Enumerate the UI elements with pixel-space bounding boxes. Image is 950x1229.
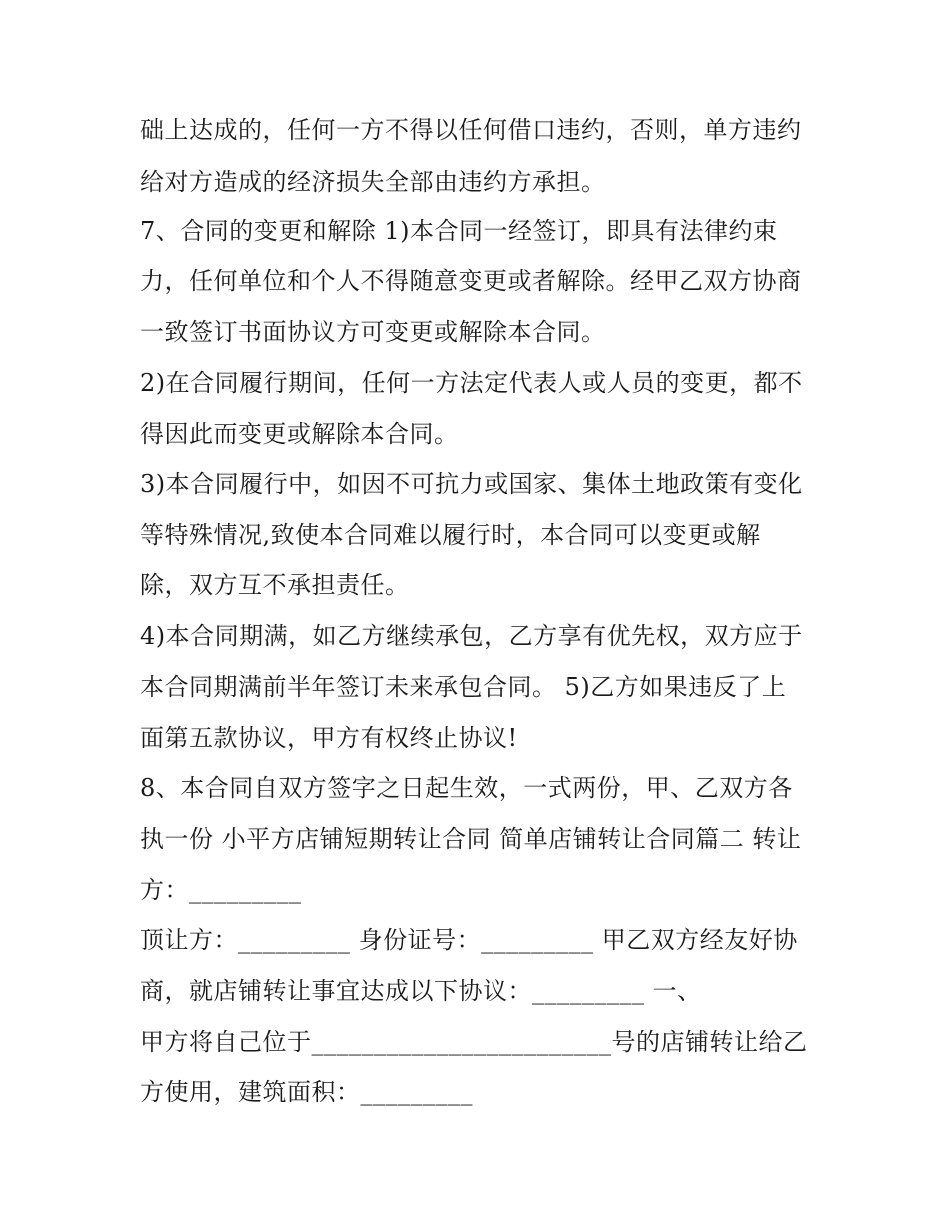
text-line: 执一份 小平方店铺短期转让合同 简单店铺转让合同篇二 转让	[140, 825, 802, 853]
text-line: 础上达成的，任何一方不得以任何借口违约，否则，单方违约	[140, 116, 802, 144]
text-line: 4)本合同期满，如乙方继续承包，乙方享有优先权，双方应于	[140, 622, 803, 650]
text-line: 商，就店铺转让事宜达成以下协议：_________ 一、	[140, 977, 702, 1005]
text-line: 方：_________	[140, 876, 302, 904]
text-line: 等特殊情况,致使本合同难以履行时，本合同可以变更或解	[140, 521, 761, 549]
text-line: 顶让方：_________ 身份证号：_________ 甲乙双方经友好协	[140, 926, 798, 954]
text-line: 7、合同的变更和解除 1)本合同一经签订，即具有法律约束	[140, 217, 778, 245]
text-line: 给对方造成的经济损失全部由违约方承担。	[140, 168, 606, 196]
text-line: 方使用，建筑面积：_________	[140, 1078, 473, 1106]
text-line: 甲方将自己位于________________________号的店铺转让给乙	[140, 1028, 808, 1056]
text-line: 得因此而变更或解除本合同。	[140, 420, 459, 448]
text-line: 2)在合同履行期间，任何一方法定代表人或人员的变更，都不	[140, 369, 803, 397]
text-line: 除，双方互不承担责任。	[140, 571, 410, 599]
text-line: 力，任何单位和个人不得随意变更或者解除。经甲乙双方协商	[140, 267, 802, 295]
text-line: 3)本合同履行中，如因不可抗力或国家、集体土地政策有变化	[140, 470, 803, 498]
text-line: 8、本合同自双方签字之日起生效，一式两份，甲、乙双方各	[140, 774, 793, 802]
text-line: 面第五款协议，甲方有权终止协议!	[140, 724, 518, 752]
text-line: 一致签订书面协议方可变更或解除本合同。	[140, 318, 606, 346]
text-line: 本合同期满前半年签订未来承包合同。 5)乙方如果违反了上	[140, 673, 787, 701]
